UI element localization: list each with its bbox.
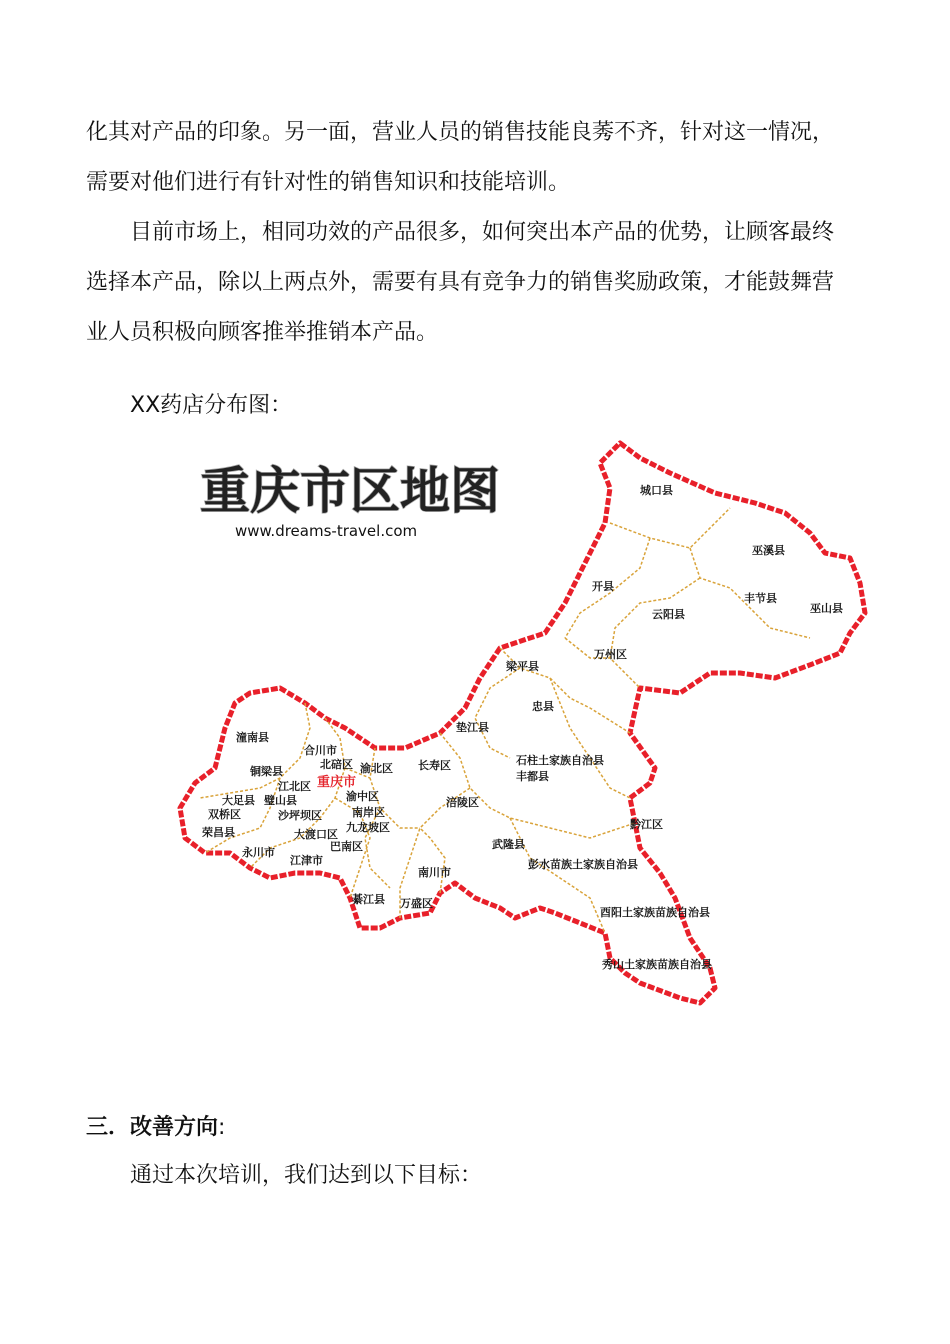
map-caption: XX药店分布图： xyxy=(130,393,293,418)
district-label: 忠县 xyxy=(532,700,554,713)
district-label: 江津市 xyxy=(290,854,323,867)
district-label: 巫山县 xyxy=(810,602,843,615)
paragraph-2-line-2: 选择本产品，除以上两点外，需要有具有竞争力的销售奖励政策，才能鼓舞营 xyxy=(86,270,835,295)
district-label: 渝北区 xyxy=(360,762,393,775)
chongqing-map xyxy=(170,428,880,1028)
district-label: 黔江区 xyxy=(630,818,663,831)
district-label: 大足县 xyxy=(222,794,255,807)
district-label: 九龙坡区 xyxy=(346,821,390,834)
district-label: 武隆县 xyxy=(492,838,525,851)
district-label: 秀山土家族苗族自治县 xyxy=(602,958,712,971)
district-label: 荣昌县 xyxy=(202,826,235,839)
paragraph-2-line-3: 业人员积极向顾客推举推销本产品。 xyxy=(86,320,439,345)
district-label: 合川市 xyxy=(304,744,337,757)
goal-text: 通过本次培训，我们达到以下目标： xyxy=(130,1163,483,1188)
district-lines xyxy=(200,508,810,933)
paragraph-1 xyxy=(86,108,866,208)
district-label: 南岸区 xyxy=(352,806,385,819)
district-label: 丰节县 xyxy=(744,592,777,605)
district-label: 双桥区 xyxy=(208,808,241,821)
district-label: 永川市 xyxy=(242,846,275,859)
district-label: 涪陵区 xyxy=(446,796,479,809)
section-title: 改善方向 xyxy=(130,1115,219,1140)
district-label: 开县 xyxy=(592,580,614,593)
district-label: 丰都县 xyxy=(516,770,549,783)
district-label: 酉阳土家族苗族自治县 xyxy=(600,906,710,919)
district-label: 潼南县 xyxy=(236,731,269,744)
paragraph-2-line-1: 目前市场上，相同功效的产品很多，如何突出本产品的优势，让顾客最终 xyxy=(130,220,835,245)
district-label: 万盛区 xyxy=(400,897,433,910)
paragraph-1-line-1: 化其对产品的印象。另一面，营业人员的销售技能良莠不齐，针对这一情况， xyxy=(86,120,835,145)
district-label: 江北区 xyxy=(278,780,311,793)
district-label: 彭水苗族土家族自治县 xyxy=(528,858,638,871)
district-label: 长寿区 xyxy=(418,759,451,772)
section-colon: : xyxy=(218,1115,226,1140)
chongqing-map-svg xyxy=(170,428,880,1028)
district-label: 北碚区 xyxy=(320,758,353,771)
district-label: 石柱土家族自治县 xyxy=(516,754,604,767)
district-label: 大渡口区 xyxy=(294,828,338,841)
district-label: 城口县 xyxy=(640,484,673,497)
district-label: 云阳县 xyxy=(652,608,685,621)
district-label: 沙坪坝区 xyxy=(278,809,322,822)
district-label: 万州区 xyxy=(594,648,627,661)
section-number: 三． xyxy=(86,1115,131,1140)
district-label: 巴南区 xyxy=(330,840,363,853)
district-label: 渝中区 xyxy=(346,790,379,803)
district-label: 梁平县 xyxy=(506,660,539,673)
paragraph-1-line-2: 需要对他们进行有针对性的销售知识和技能培训。 xyxy=(86,170,571,195)
city-label-chongqing: 重庆市 xyxy=(317,775,357,790)
district-label: 綦江县 xyxy=(352,893,385,906)
paragraph-2 xyxy=(86,208,866,358)
district-label: 铜梁县 xyxy=(250,765,283,778)
district-label: 巫溪县 xyxy=(752,544,785,557)
district-label: 垫江县 xyxy=(456,721,489,734)
district-label: 璧山县 xyxy=(264,794,297,807)
section-heading xyxy=(86,1110,225,1146)
map-url: www.dreams-travel.com xyxy=(235,522,418,540)
district-label: 南川市 xyxy=(418,866,451,879)
map-title: 重庆市区地图 xyxy=(200,462,500,520)
